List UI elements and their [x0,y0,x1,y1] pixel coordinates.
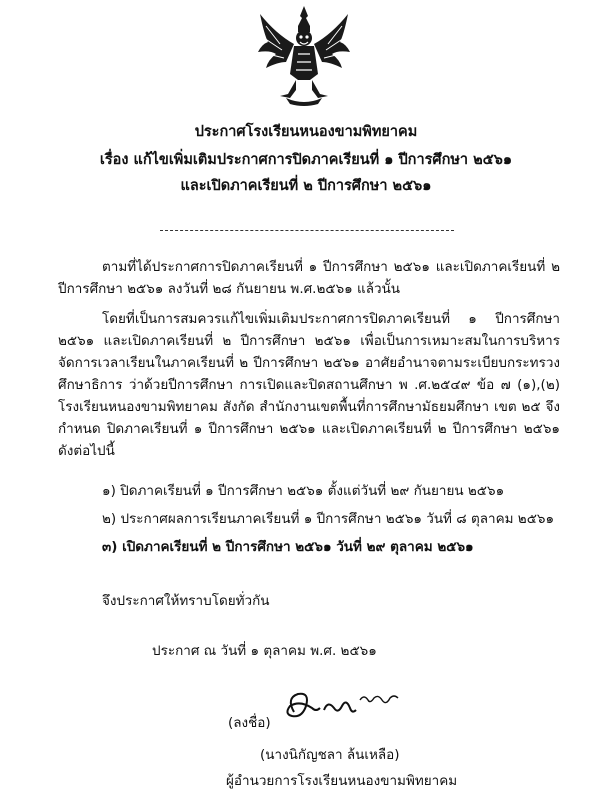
handwritten-signature [276,678,416,738]
announcement-subject-continued: และเปิดภาคเรียนที่ ๒ ปีการศึกษา ๒๕๖๑ [180,178,432,194]
paragraph-authority: โดยที่เป็นการสมควรแก้ไขเพิ่มเติมประกาศการปิดภาคเรียนที่ ๑ ปีการศึกษา ๒๕๖๑ และเปิดภาคเรียนที่ ๒ ปีการศึกษา ๒๕๖๑ เพื่อเป็นการเหมาะสมในการบริหารจัดการเวลาเรียนในภาคเรียนที่ ๒ ปีการศึกษา ๒๕๖๑ อาศัยอำนาจตามระเบียบกระทรวงศึกษาธิการ ว่าด้วยปีการศึกษา การเปิดและปิดสถานศึกษา พ .ศ.๒๕๔๙ ข้อ ๗ (๑),(๒) โรงเรียนหนองขามพิทยาคม สังกัด สำนักงานเขตพื้นที่การศึกษามัธยมศึกษา เขต ๒๕ จึงกำหนด ปิดภาคเรียนที่ ๑ ปีการศึกษา ๒๕๖๑ และเปิดภาคเรียนที่ ๒ ปีการศึกษา ๒๕๖๑ ดังต่อไปนี้ [58,311,560,459]
divider-line [160,230,454,231]
list-item-open-term: ๓) เปิดภาคเรียนที่ ๒ ปีการศึกษา ๒๕๖๑ วันที่ ๒๙ ตุลาคม ๒๕๖๑ [102,539,474,555]
signatory-name: (นางนิกัญชลา ล้นเหลือ) [260,747,400,763]
announcement-date: ประกาศ ณ วันที่ ๑ ตุลาคม พ.ศ. ๒๕๖๑ [152,643,377,659]
list-item-close-term: ๑) ปิดภาคเรียนที่ ๑ ปีการศึกษา ๒๕๖๑ ตั้งแต่วันที่ ๒๙ กันยายน ๒๕๖๑ [102,483,505,499]
signature-label: (ลงชื่อ) [228,715,271,731]
announcement-title: ประกาศโรงเรียนหนองขามพิทยาคม [194,124,418,140]
list-item-results: ๒) ประกาศผลการเรียนภาคเรียนที่ ๑ ปีการศึกษา ๒๕๖๑ วันที่ ๘ ตุลาคม ๒๕๖๑ [102,511,555,527]
paragraph-reference: ตามที่ได้ประกาศการปิดภาคเรียนที่ ๑ ปีการศึกษา ๒๕๖๑ และเปิดภาคเรียนที่ ๒ ปีการศึกษา ๒๕๖๑ ลงวันที่ ๒๘ กันยายน พ.ศ.๒๕๖๑ แล้วนั้น [58,259,560,297]
announcement-subject: เรื่อง แก้ไขเพิ่มเติมประกาศการปิดภาคเรียนที่ ๑ ปีการศึกษา ๒๕๖๑ [99,152,513,168]
garuda-emblem-icon [256,4,352,108]
signatory-position: ผู้อำนวยการโรงเรียนหนองขามพิทยาคม [226,773,458,789]
closing-statement: จึงประกาศให้ทราบโดยทั่วกัน [102,593,270,609]
